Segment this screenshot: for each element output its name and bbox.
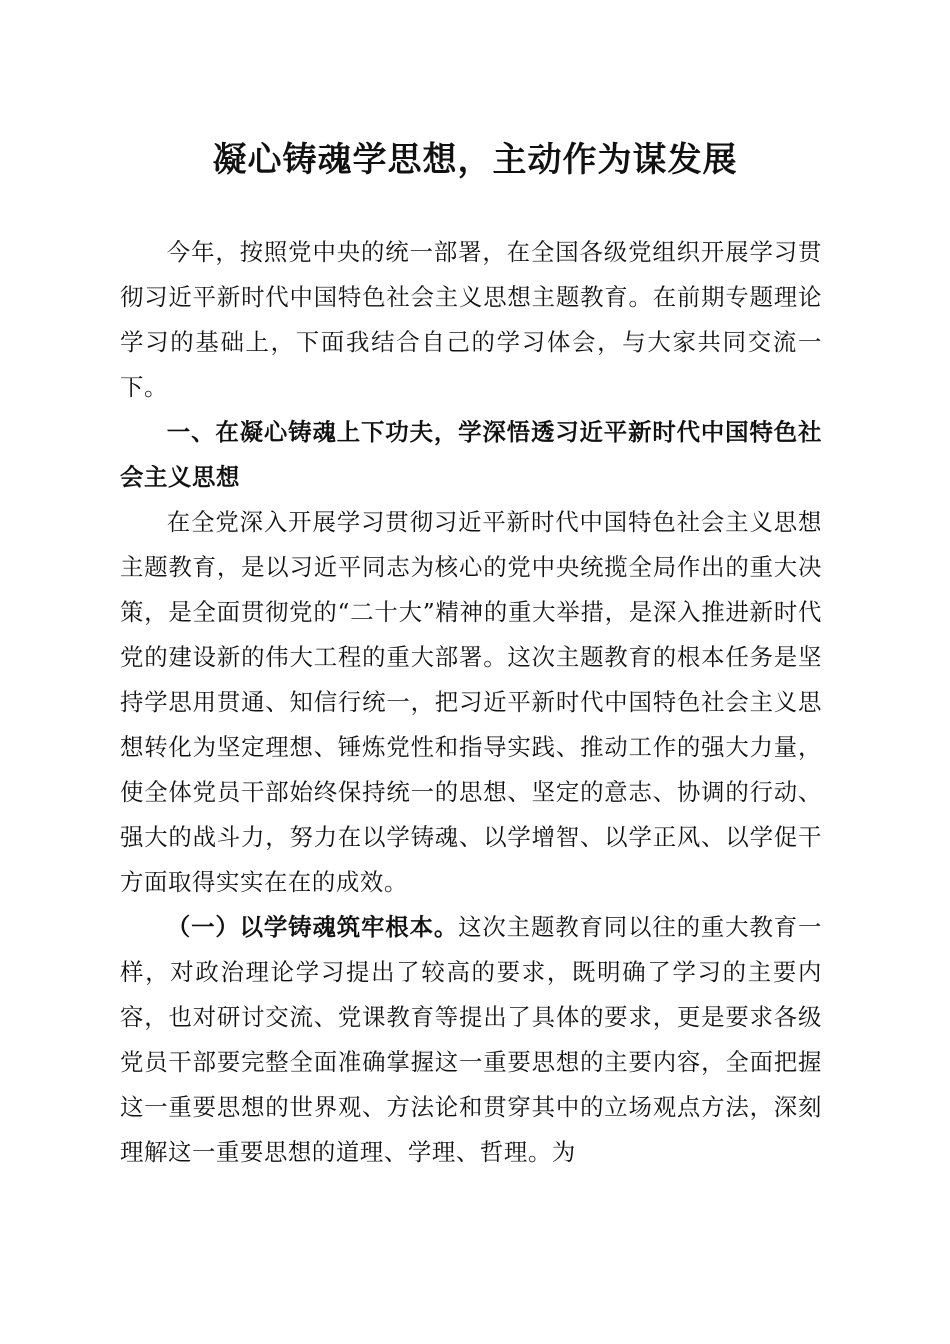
intro-paragraph: 今年，按照党中央的统一部署，在全国各级党组织开展学习贯彻习近平新时代中国特色社会主义思想主题教育。在前期专题理论学习的基础上，下面我结合自己的学习体会，与大家共同交流一下。	[120, 238, 822, 401]
document-body	[120, 230, 822, 1175]
subsection-1-paragraph	[120, 905, 822, 1175]
subsection-1-text: 这次主题教育同以往的重大教育一样，对政治理论学习提出了较高的要求，既明确了学习的主要内容，也对研讨交流、党课教育等提出了具体的要求，更是要求各级党员干部要完整全面准确掌握这一重要思想的主要内容，全面把握这一重要思想的世界观、方法论和贯穿其中的立场观点方法，深刻理解这一重要思想的道理、学理、哲理。为	[120, 913, 822, 1166]
subsection-1-lead: （一）以学铸魂筑牢根本。	[166, 913, 459, 941]
section-heading-1: 一、在凝心铸魂上下功夫，学深悟透习近平新时代中国特色社会主义思想	[120, 418, 822, 491]
section-1-paragraph: 在全党深入开展学习贯彻习近平新时代中国特色社会主义思想主题教育，是以习近平同志为核心的党中央统揽全局作出的重大决策，是全面贯彻党的“二十大”精神的重大举措，是深入推进新时代党的建设新的伟大工程的重大部署。这次主题教育的根本任务是坚持学思用贯通、知信行统一，把习近平新时代中国特色社会主义思想转化为坚定理想、锤炼党性和指导实践、推动工作的强大力量，使全体党员干部始终保持统一的思想、坚定的意志、协调的行动、强大的战斗力，努力在以学铸魂、以学增智、以学正风、以学促干方面取得实实在在的成效。	[120, 508, 822, 896]
document-title: 凝心铸魂学思想，主动作为谋发展	[212, 140, 738, 180]
